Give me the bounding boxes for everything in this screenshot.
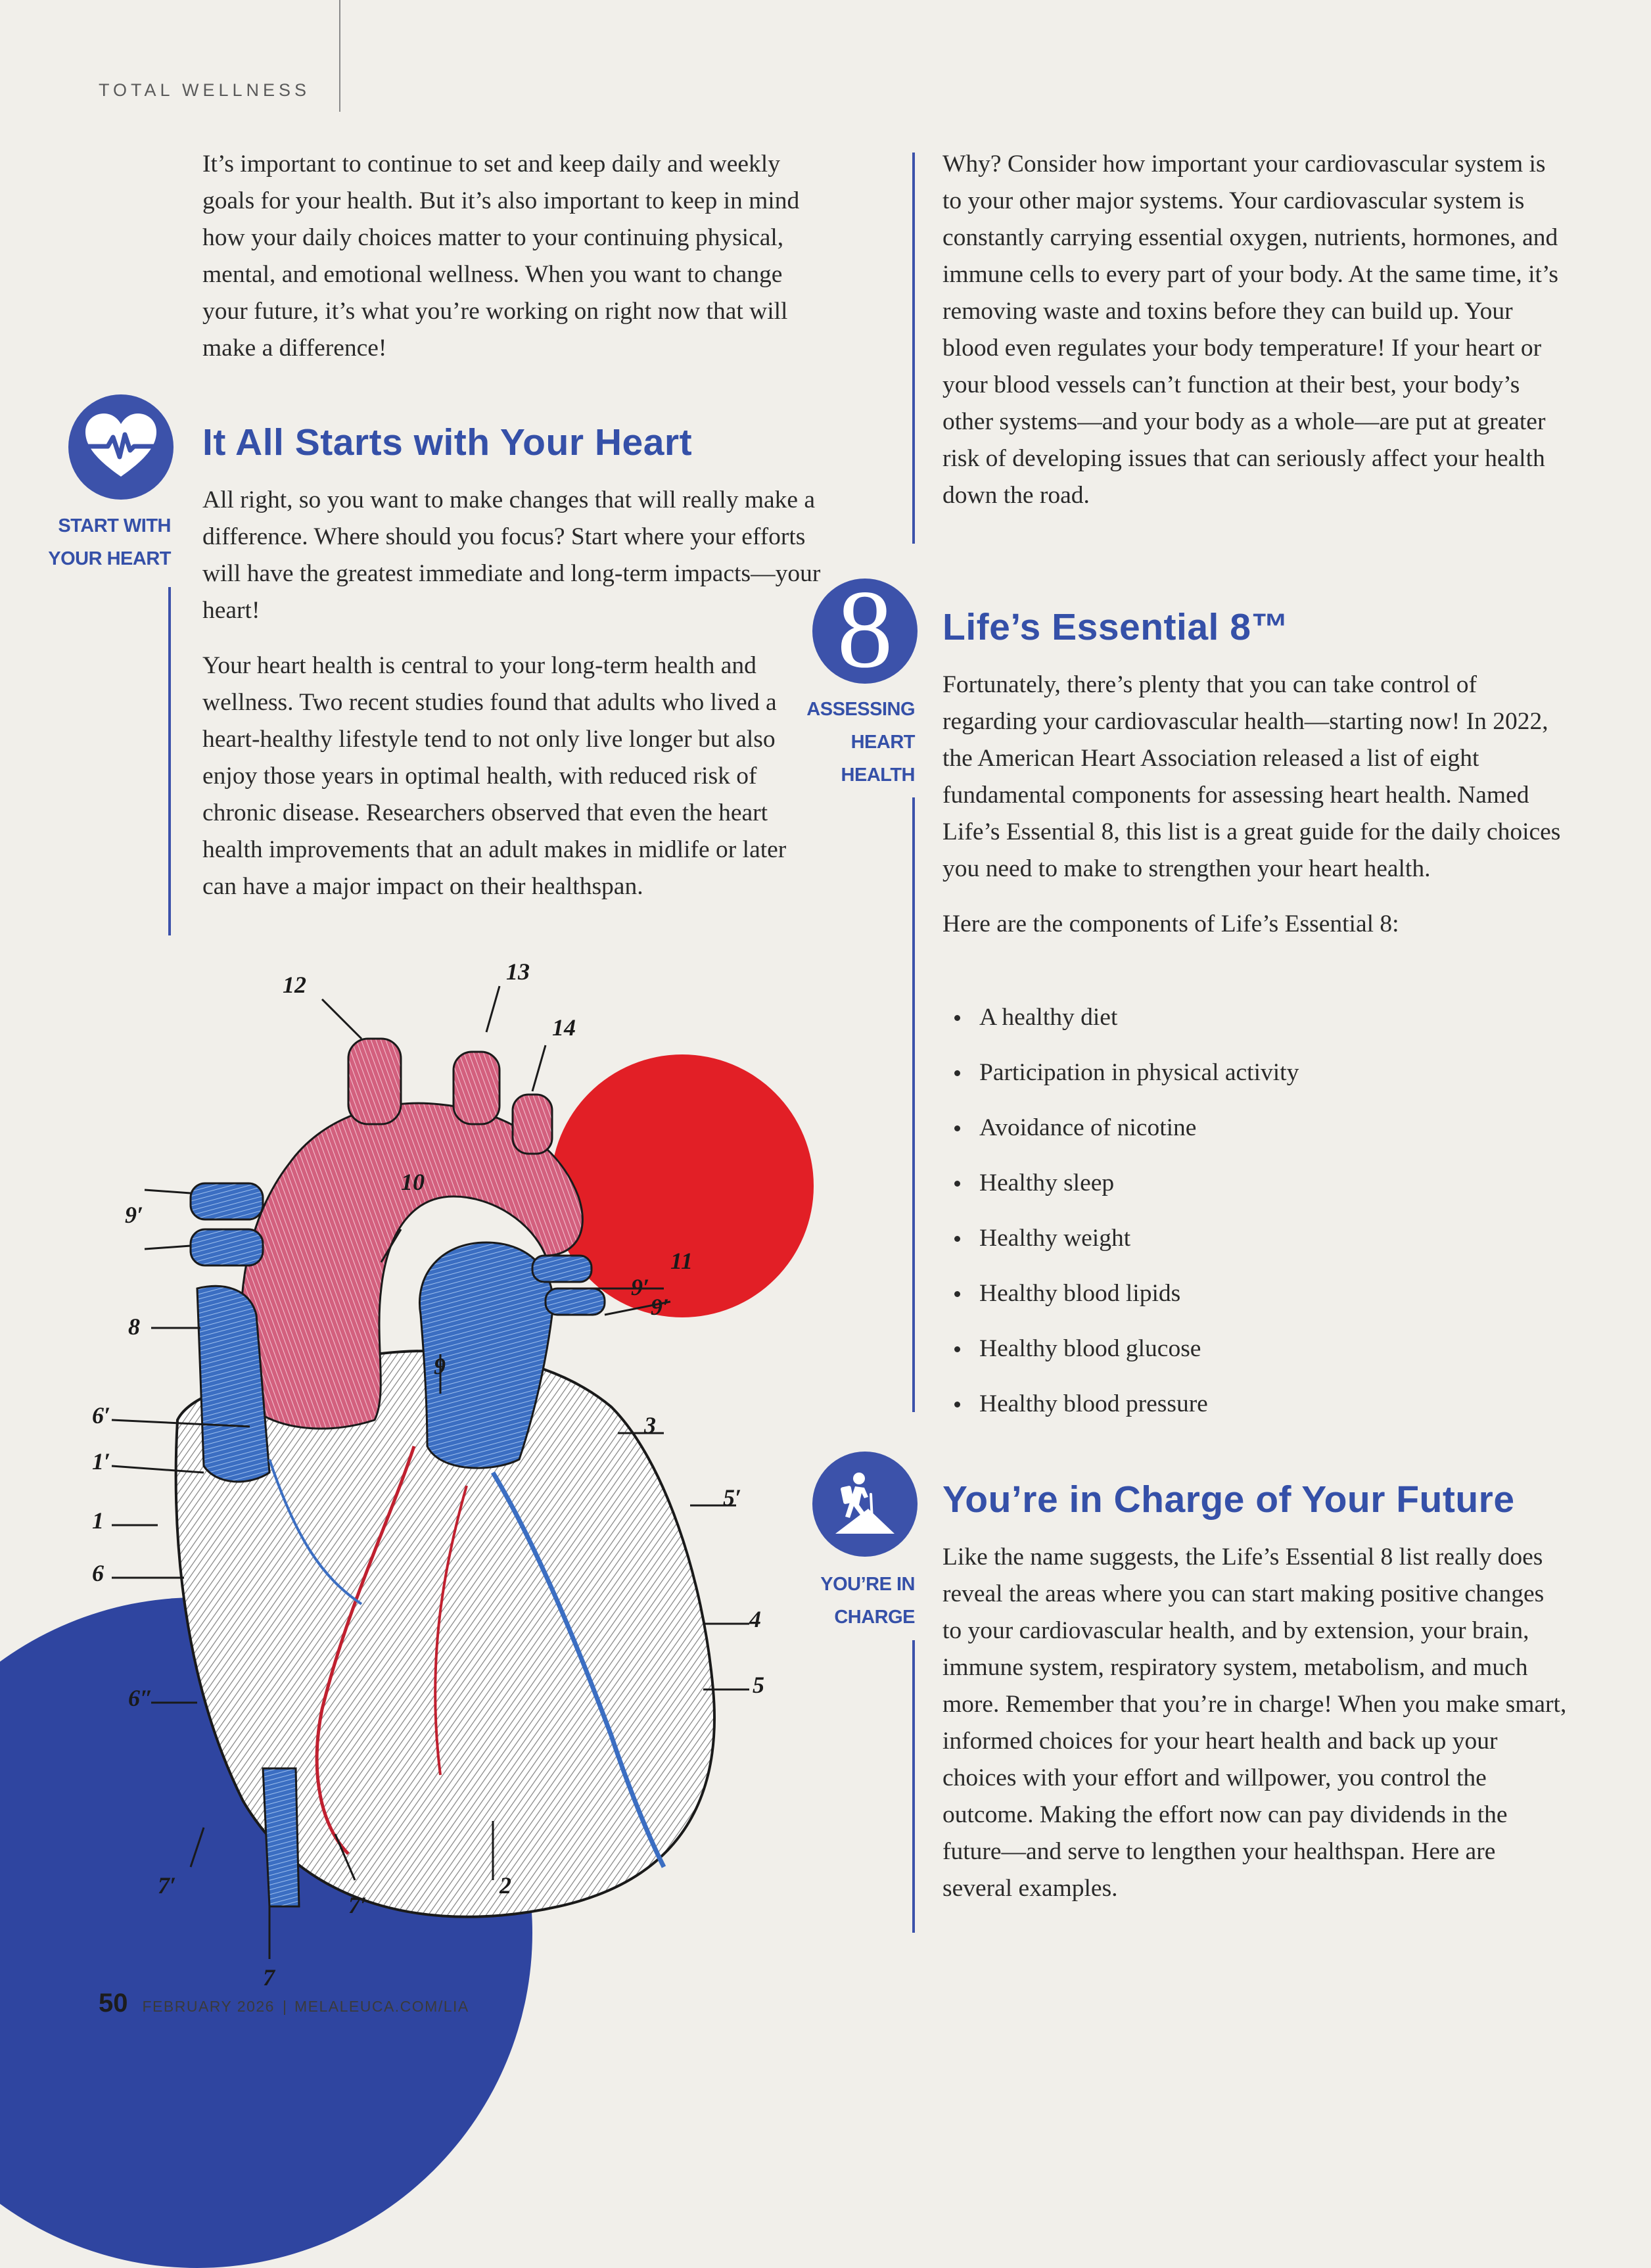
heart-label: 1′	[92, 1448, 111, 1475]
heart-label: 10	[401, 1169, 425, 1195]
heart-pulse-icon	[81, 411, 160, 483]
heart-section-body	[202, 482, 824, 905]
website-link[interactable]: MELALEUCA.COM/LIA	[294, 1998, 469, 2015]
le8-components-list	[942, 999, 1567, 1441]
heart-section-title: It All Starts with Your Heart	[202, 421, 693, 463]
le8-list-container	[942, 999, 1567, 1441]
intro-block	[202, 146, 824, 367]
heart-label: 3	[644, 1412, 656, 1438]
why-paragraph: Why? Consider how important your cardiovascular system is to your other major systems. Your cardiovascular system is constantly carrying essential oxygen, nutrients, hormones, and immune cells to every part of your body. At the same time, it’s removing waste and toxins before they can build up. Your blood even regulates your body temperature! If your heart or your blood vessels can’t function at their best, your body’s other systems—and your body as a whole—are put at greater risk of developing issues that can seriously affect your health down the road.	[942, 151, 1558, 509]
le8-label-line3: HEALTH	[841, 765, 915, 786]
future-badge	[812, 1452, 918, 1557]
list-item: Healthy blood pressure	[942, 1386, 1567, 1441]
future-label-line1: YOU’RE IN	[820, 1574, 915, 1595]
page-number: 50	[99, 1989, 128, 2018]
why-block	[942, 146, 1567, 514]
page-footer	[99, 1989, 469, 2018]
le8-badge-label	[762, 693, 915, 791]
le8-badge	[812, 567, 918, 691]
list-item: Healthy blood glucose	[942, 1331, 1567, 1386]
heart-label: 2	[500, 1872, 511, 1899]
le8-paragraph-1: Fortunately, there’s plenty that you can take control of regarding your cardiovascular health—starting now! In 2022, the American Heart Association released a list of eight fundamental components for assessing heart health. Named Life’s Essential 8, this list is a great guide for the daily choices you need to make to strengthen your heart health.	[942, 671, 1561, 882]
header-divider	[339, 0, 340, 112]
future-section-body	[942, 1539, 1567, 1907]
heart-label: 8	[128, 1313, 140, 1340]
section-tag: TOTAL WELLNESS	[99, 80, 311, 100]
list-item: Healthy weight	[942, 1220, 1567, 1275]
future-paragraph: Like the name suggests, the Life’s Essential 8 list really does reveal the areas where you can start making positive changes to your cardiovascular health, and by extension, your brain, immune system, respiratory system, metabolism, and much more. Remember that you’re in charge! When you make smart, informed choices for your heart health and back up your choices with your effort and willpower, you control the outcome. Making the effort now can pay dividends in the future—and serve to lengthen your healthspan. Here are several examples.	[942, 1544, 1567, 1902]
heart-label: 7′	[158, 1872, 177, 1899]
future-section-rule	[912, 1640, 915, 1933]
heart-section-rule	[168, 587, 171, 935]
heart-label-line1: START WITH	[58, 515, 171, 536]
heart-label: 12	[283, 972, 306, 998]
heart-label: 9′	[651, 1294, 670, 1320]
le8-paragraph-2: Here are the components of Life’s Essential 8:	[942, 910, 1399, 937]
list-item: Healthy blood lipids	[942, 1275, 1567, 1331]
le8-label-line2: HEART	[850, 732, 915, 753]
heart-label-line2: YOUR HEART	[48, 548, 171, 569]
heart-label: 4	[749, 1606, 761, 1632]
list-item: A healthy diet	[942, 999, 1567, 1054]
heart-label: 9	[434, 1353, 446, 1379]
heart-label: 6	[92, 1560, 104, 1586]
heart-label: 7	[263, 1964, 275, 1991]
heart-label: 9′	[125, 1202, 144, 1228]
heart-label: 6″	[128, 1685, 153, 1711]
anatomical-heart-illustration	[72, 947, 828, 1998]
list-item: Avoidance of nicotine	[942, 1110, 1567, 1165]
issue-date: FEBRUARY 2026	[142, 1998, 275, 2015]
heart-label: 5	[753, 1672, 764, 1698]
heart-label: 7′	[348, 1892, 367, 1918]
heart-label: 1	[92, 1507, 104, 1534]
number-eight-icon: 8	[837, 567, 893, 691]
heart-badge	[68, 394, 174, 500]
footer-separator: |	[282, 1998, 287, 2015]
list-item: Healthy sleep	[942, 1165, 1567, 1220]
le8-section-rule	[912, 797, 915, 1412]
heart-label: 5′	[723, 1484, 742, 1511]
why-rule	[912, 153, 915, 544]
future-section-title: You’re in Charge of Your Future	[942, 1478, 1515, 1521]
heart-label: 11	[670, 1248, 693, 1274]
heart-badge-label	[39, 509, 171, 575]
heart-label: 6′	[92, 1402, 111, 1429]
le8-section-body	[942, 667, 1567, 943]
future-label-line2: CHARGE	[834, 1607, 915, 1628]
le8-label-line1: ASSESSING	[806, 699, 915, 720]
heart-paragraph-2: Your heart health is central to your long-term health and wellness. Two recent studies found that adults who lived a heart-healthy lifestyle tend to not only live longer but also enjoy those years in optimal health, with reduced risk of chronic disease. Researchers observed that even the heart health improvements that an adult makes in midlife or later can have a major impact on their healthspan.	[202, 652, 787, 900]
heart-label: 13	[506, 958, 530, 985]
heart-label: 9′	[631, 1274, 650, 1300]
le8-section-title: Life’s Essential 8™	[942, 606, 1289, 648]
list-item: Participation in physical activity	[942, 1054, 1567, 1110]
heart-paragraph-1: All right, so you want to make changes that will really make a difference. Where should you focus? Start where your efforts will have the greatest immediate and long-term impacts—your heart!	[202, 486, 821, 624]
hiker-icon	[829, 1468, 901, 1540]
intro-paragraph: It’s important to continue to set and keep daily and weekly goals for your health. But it’s also important to keep in mind how your daily choices matter to your continuing physical, mental, and emotional wellness. When you want to change your future, it’s what you’re working on right now that will make a difference!	[202, 151, 800, 362]
heart-label: 14	[552, 1014, 576, 1041]
